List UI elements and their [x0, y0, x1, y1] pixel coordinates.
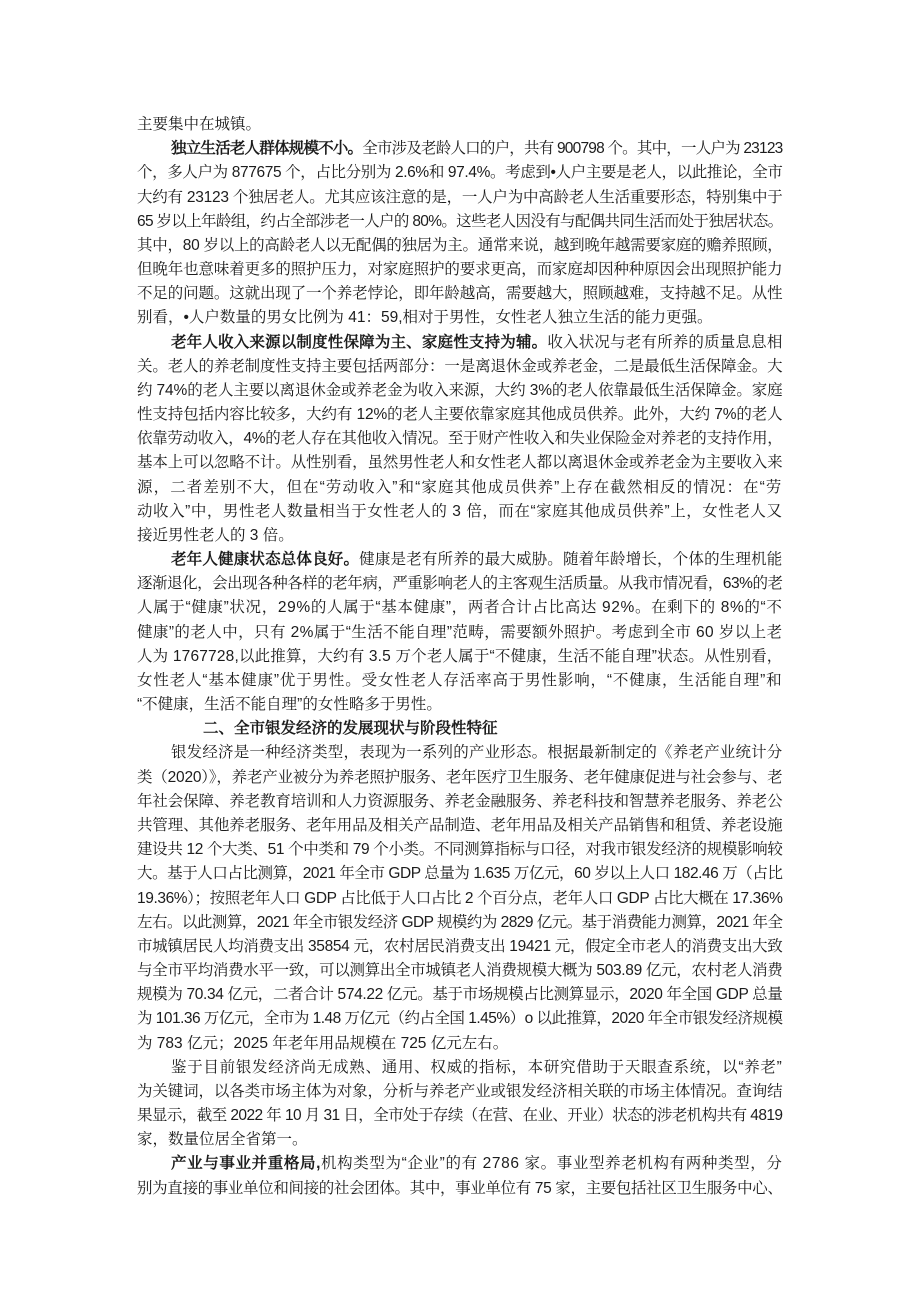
paragraph-institutions [137, 1056, 783, 1153]
paragraph-line: 规模为 70.34 亿元，二者合计 574.22 亿元。基于市场规模占比测算显示，2020 年全国 GDP 总量 [137, 986, 783, 1004]
paragraph-line: 家，数量位居全省第一。 [137, 1131, 308, 1149]
line-text: 机构类型为“企业”的有 2786 家。事业型养老机构有两种类型，分 [321, 1155, 783, 1173]
paragraph-line: 别看，•人户数量的男女比例为 41：59,相对于男性，女性老人独立生活的能力更强。 [137, 309, 713, 327]
line-text: 全市涉及老龄人口的户，共有 900798 个。其中，一人户为 23123 [362, 140, 783, 158]
paragraph-line: 建设共 12 个大类、51 个中类和 79 个小类。不同测算指标与口径，对我市银发经济的规模影响较 [137, 841, 783, 859]
paragraph-solo-elderly [137, 137, 783, 330]
paragraph-line: 鉴于目前银发经济尚无成熟、通用、权威的指标，本研究借助于天眼查系统，以“养老” [171, 1058, 783, 1076]
paragraph-line: 为关键词，以各类市场主体为对象，分析与养老产业或银发经济相关联的市场主体情况。查询结 [137, 1082, 783, 1100]
paragraph-income [137, 331, 783, 549]
paragraph-line: 人属于“健康”状况，29%的人属于“基本健康”，两者合计占比高达 92%。在剩下的 8%的“不 [137, 599, 783, 617]
paragraph-line: 大约有 23123 个独居老人。尤其应该注意的是，一人户为中高龄老人生活重要形态，特别集中于 [137, 188, 783, 206]
line-text: 收入状况与老有所养的质量息息相 [547, 333, 783, 351]
paragraph-line: 共管理、其他养老服务、老年用品及相关产品制造、老年用品及相关产品销售和租赁、养老设施 [137, 816, 783, 834]
paragraph-line: “不健康，生活不能自理”的女性略多于男性。 [137, 696, 442, 714]
paragraph-line: 但晚年也意味着更多的照护压力，对家庭照护的要求更高，而家庭却因种种原因会出现照护能力 [137, 261, 783, 279]
paragraph-line: 接近男性老人的 3 倍。 [137, 526, 294, 544]
paragraph-line: 不足的问题。这就出现了一个养老悖论，即年龄越高，需要越大，照顾越难，支持越不足。从性 [137, 285, 783, 303]
paragraph-industry-structure [137, 1152, 783, 1200]
paragraph-line: 关。老人的养老制度性支持主要包括两部分：一是离退休金或养老金，二是最低生活保障金。大 [137, 357, 783, 375]
paragraph-line: 依靠劳动收入，4%的老人存在其他收入情况。至于财产性收入和失业保险金对养老的支持作用， [137, 430, 783, 448]
paragraph-line: 约 74%的老人主要以离退休金或养老金为收入来源，大约 3%的老人依靠最低生活保障金。家庭 [137, 381, 783, 399]
paragraph-line: 主要集中在城镇。 [137, 116, 262, 133]
bold-lead: 独立生活老人群体规模不小。 [171, 140, 363, 158]
paragraph-line: 逐渐退化，会出现各种各样的老年病，严重影响老人的主客观生活质量。从我市情况看，63%的老 [137, 575, 783, 593]
paragraph-line: 银发经济是一种经济类型，表现为一系列的产业形态。根据最新制定的《养老产业统计分 [171, 744, 783, 762]
paragraph-line: 与全市平均消费水平一致，可以测算出全市城镇老人消费规模大概为 503.89 亿元，农村老人消费 [137, 962, 783, 980]
bold-lead: 产业与事业并重格局, [171, 1155, 322, 1173]
paragraph-line: 女性老人“基本健康”优于男性。受女性老人存活率高于男性影响，“不健康，生活能自理”和 [137, 671, 783, 689]
paragraph-line [137, 331, 783, 355]
paragraph-line: 别为直接的事业单位和间接的社会团体。其中，事业单位有 75 家，主要包括社区卫生服务中心、 [137, 1179, 783, 1197]
paragraph-line [137, 137, 783, 161]
paragraph-line: 类（2020）》，养老产业被分为养老照护服务、老年医疗卫生服务、老年健康促进与社会参与、老 [137, 768, 783, 786]
paragraph-line: 性支持包括内容比较多，大约有 12%的老人主要依靠家庭其他成员供养。此外，大约 7%的老人 [137, 406, 783, 424]
section-heading: 二、全市银发经济的发展现状与阶段性特征 [203, 720, 498, 738]
bold-lead: 老年人收入来源以制度性保障为主、家庭性支持为辅。 [171, 333, 548, 351]
line-text: 健康是老有所养的最大威胁。随着年龄增长，个体的生理机能 [359, 551, 783, 569]
paragraph-line: 大。基于人口占比测算，2021 年全市 GDP 总量为 1.635 万亿元，60 岁以上人口 182.46 万（占比 [137, 865, 783, 883]
paragraph-line [137, 1152, 783, 1176]
paragraph-line: 基本上可以忽略不计。从性别看，虽然男性老人和女性老人都以离退休金或养老金为主要收入来 [137, 454, 783, 472]
paragraph-continuation [137, 113, 783, 137]
paragraph-line: 为 783 亿元；2025 年老年用品规模在 725 亿元左右。 [137, 1034, 509, 1052]
bold-lead: 老年人健康状态总体良好。 [171, 551, 360, 569]
paragraph-line: 其中，80 岁以上的高龄老人以无配偶的独居为主。通常来说，越到晚年越需要家庭的赡养照顾， [137, 236, 783, 254]
paragraph-line: 健康”的老人中，只有 2%属于“生活不能自理”范畴，需要额外照护。考虑到全市 60 岁以上老 [137, 623, 783, 641]
paragraph-line: 果显示，截至 2022 年 10 月 31 日，全市处于存续（在营、在业、开业）状态的涉老机构共有 4819 [137, 1107, 783, 1125]
paragraph-line: 年社会保障、养老教育培训和人力资源服务、养老金融服务、养老科技和智慧养老服务、养老公 [137, 792, 783, 810]
paragraph-line: 源，二者差别不大，但在“劳动收入”和“家庭其他成员供养”上存在截然相反的情况：在“劳 [137, 478, 783, 496]
paragraph-line: 19.36%）；按照老年人口 GDP 占比低于人口占比 2 个百分点，老年人口 GDP 占比大概在 17.36% [137, 889, 783, 907]
paragraph-health [137, 548, 783, 717]
paragraph-line: 左右。以此测算，2021 年全市银发经济 GDP 规模约为 2829 亿元。基于消费能力测算，2021 年全 [137, 913, 783, 931]
paragraph-line: 动收入”中，男性老人数量相当于女性老人的 3 倍，而在“家庭其他成员供养”上，女性老人又 [137, 502, 783, 520]
paragraph-line [137, 548, 783, 572]
paragraph-line: 为 101.36 万亿元，全市为 1.48 万亿元（约占全国 1.45%）o 以此推算，2020 年全市银发经济规模 [137, 1010, 783, 1028]
document-body [137, 113, 783, 1201]
paragraph-line: 个，多人户为 877675 个，占比分别为 2.6%和 97.4%。考虑到•人户主要是老人，以此推论，全市 [137, 164, 783, 182]
paragraph-line: 市城镇居民人均消费支出 35854 元，农村居民消费支出 19421 元，假定全市老人的消费支出大致 [137, 937, 783, 955]
paragraph-silver-economy [137, 741, 783, 1055]
paragraph-line: 人为 1767728,以此推算，大约有 3.5 万个老人属于“不健康，生活不能自理”状态。从性别看， [137, 647, 783, 665]
paragraph-line: 65 岁以上年龄组，约占全部涉老一人户的 80%。这些老人因没有与配偶共同生活而处于独居状态。 [137, 212, 783, 230]
